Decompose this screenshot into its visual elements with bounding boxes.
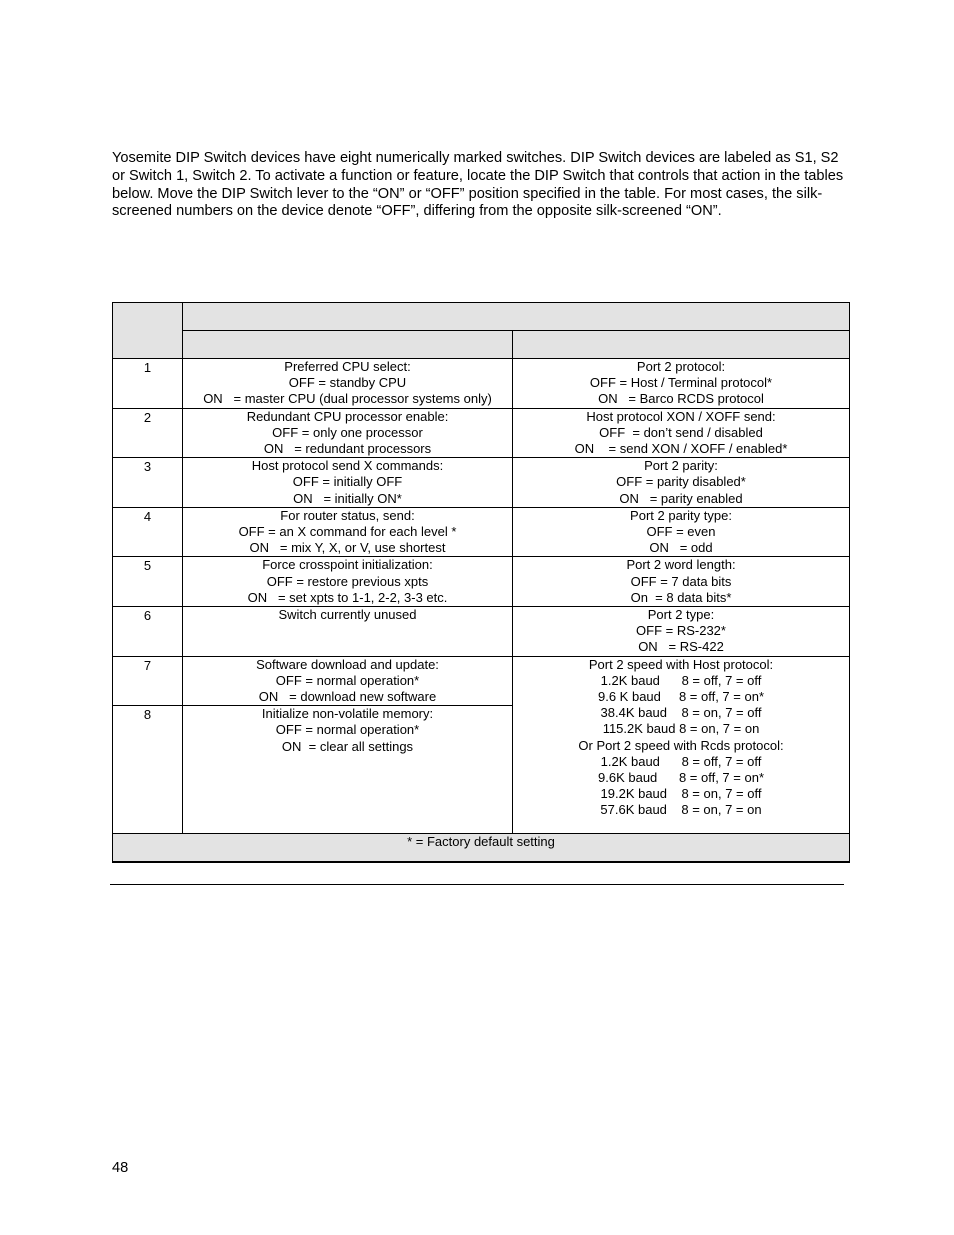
factory-default-note: * = Factory default setting bbox=[113, 834, 850, 863]
s2-setting: Port 2 parity: OFF = parity disabled* ON = parity enabled bbox=[513, 458, 850, 508]
s2-setting: Port 2 word length: OFF = 7 data bits On = 8 data bits* bbox=[513, 557, 850, 607]
s1-setting: Redundant CPU processor enable: OFF = only one processor ON = redundant processors bbox=[183, 408, 513, 458]
s2-setting: Port 2 parity type: OFF = even ON = odd bbox=[513, 507, 850, 557]
table-row bbox=[113, 408, 850, 458]
switch-number: 3 bbox=[113, 458, 183, 508]
s1-setting: Software download and update: OFF = normal operation* ON = download new software bbox=[183, 656, 513, 706]
horizontal-rule bbox=[110, 884, 844, 885]
table-row bbox=[113, 507, 850, 557]
dip-switch-table bbox=[112, 302, 850, 863]
table-row bbox=[113, 557, 850, 607]
switch-number: 4 bbox=[113, 507, 183, 557]
s1-setting: Initialize non-volatile memory: OFF = normal operation* ON = clear all settings bbox=[183, 706, 513, 834]
s2-setting: Port 2 protocol: OFF = Host / Terminal protocol* ON = Barco RCDS protocol bbox=[513, 359, 850, 409]
s1-setting: Force crosspoint initialization: OFF = restore previous xpts ON = set xpts to 1-1, 2-2, 3-3 etc. bbox=[183, 557, 513, 607]
s1-setting: For router status, send: OFF = an X command for each level * ON = mix Y, X, or V, use shortest bbox=[183, 507, 513, 557]
table-row bbox=[113, 359, 850, 409]
page-number: 48 bbox=[112, 1160, 129, 1176]
header-s1-cell bbox=[183, 331, 513, 359]
s2-setting: Port 2 type: OFF = RS-232* ON = RS-422 bbox=[513, 607, 850, 657]
switch-number: 1 bbox=[113, 359, 183, 409]
s1-setting: Preferred CPU select: OFF = standby CPU ON = master CPU (dual processor systems only) bbox=[183, 359, 513, 409]
s1-setting: Host protocol send X commands: OFF = initially OFF ON = initially ON* bbox=[183, 458, 513, 508]
s2-port-speed-setting: Port 2 speed with Host protocol: 1.2K baud 8 = off, 7 = off 9.6 K baud 8 = off, 7 = on* 38.4K baud 8 = on, 7 = off 115.2K baud 8 = on, 7 = on Or Port 2 speed with Rcds protocol: 1.2K baud 8 = off, 7 = off 9.6K baud 8 = off, 7 = on* 19.2K baud 8 = on, 7 = off 57.6K baud 8 = on, 7 = on bbox=[513, 656, 850, 834]
switch-number: 8 bbox=[113, 706, 183, 834]
switch-number: 7 bbox=[113, 656, 183, 706]
table-row bbox=[113, 607, 850, 657]
switch-number: 2 bbox=[113, 408, 183, 458]
switch-number: 5 bbox=[113, 557, 183, 607]
header-s2-cell bbox=[513, 331, 850, 359]
header-switch-number-cell bbox=[113, 303, 183, 359]
table-row bbox=[113, 458, 850, 508]
table-row bbox=[113, 656, 850, 706]
s2-setting: Host protocol XON / XOFF send: OFF = don’t send / disabled ON = send XON / XOFF / enabled* bbox=[513, 408, 850, 458]
s1-setting: Switch currently unused bbox=[183, 607, 513, 657]
switch-number: 6 bbox=[113, 607, 183, 657]
intro-paragraph: Yosemite DIP Switch devices have eight numerically marked switches. DIP Switch devices are labeled as S1, S2 or Switch 1, Switch 2. To activate a function or feature, locate the DIP Switch that controls that action in the tables below. Move the DIP Switch lever to the “ON” or “OFF” position specified in the table. For most cases, the silk-screened numbers on the device denote “OFF”, differing from the opposite silk-screened “ON”. bbox=[112, 150, 844, 220]
header-title-cell bbox=[183, 303, 850, 331]
